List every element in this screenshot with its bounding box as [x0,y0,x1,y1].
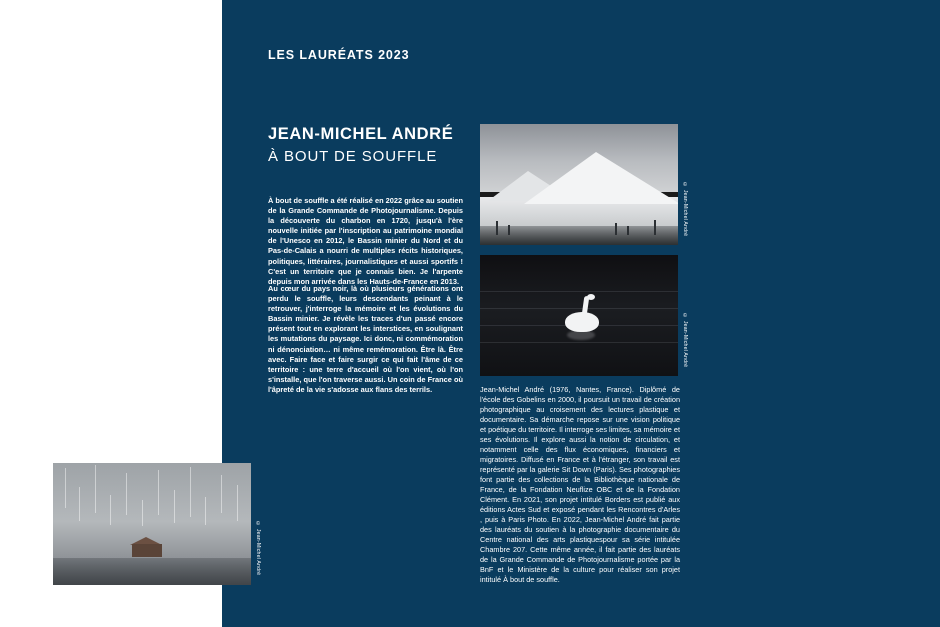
photo-rain-streak [126,473,127,515]
photo-tree [615,223,617,235]
photo-rain-streak [110,495,111,525]
photo-credit: © Jean-Michel André [682,182,688,237]
photo-water-shimmer [480,308,678,309]
photo-rain-streak [190,467,191,517]
artwork-title: À BOUT DE SOUFFLE [268,148,438,165]
photo-rain [53,463,251,585]
photo-main-peak [524,152,678,204]
blue-panel [222,0,940,627]
photo-rain-streak [237,485,238,521]
body-paragraph-2: Au cœur du pays noir, là où plusieurs générations ont perdu le souffle, leurs descendants peinant à le retrouver, j'interroge la mémoire et les évolutions du Bassin minier. Je révèle les traces d'un passé encore présent tout en explorant les interstices, en soulignant les mutations du paysage. Ici donc, ni commémoration ni dénonciation… ni même remémoration. Être là. Être avec. Faire face et faire surgir ce qui fait l'âme de ce territoire : une terre d'accueil où l'on vient, où l'on s'installe, que l'on traverse aussi. Un coin de France où l'âpreté de la vie s'adosse aux flans des terrils. [268,284,463,394]
photo-rain-streak [158,470,159,515]
photo-tree [496,221,498,235]
body-paragraph-1: À bout de souffle a été réalisé en 2022 grâce au soutien de la Grande Commande de Photojournalisme. Depuis la découverte du charbon en 1720, jusqu'à l'ère nouvelle initiée par l'inscription au patrimoine mondial de l'Unesco en 2012, le Bassin minier du Nord et du Pas-de-Calais a nourri de multiples récits historiques, politiques, littéraires, journalistiques et aussi sportifs ! C'est un territoire que je connais bien. Je l'arpente depuis mon arrivée dans les Hauts-de-France en 2013. [268,196,463,286]
photo-rain-streak [142,500,143,526]
photo-tree [627,226,629,235]
page-kicker: LES LAURÉATS 2023 [268,48,410,62]
photo-ground [53,558,251,585]
photo-rain-streak [95,465,96,513]
photo-water-shimmer [480,342,678,343]
photo-credit: © Jean-Michel André [682,313,688,368]
artist-biography: Jean-Michel André (1976, Nantes, France). Diplômé de l'école des Gobelins en 2000, il poursuit un travail de création photographique au croisement des lectures plastique et documentaire. Sa démarche repose sur une vision politique et poétique du territoire. Il interroge ses limites, sa mémoire et ses évolutions. Il explore aussi la notion de circulation, et notamment celle des flux économiques, financiers et migratoires. Diffusé en France et à l'étranger, son travail est représenté par la galerie Sit Down (Paris). Ses photographies font partie des collections de la Bibliothèque nationale de France, de la Fondation Neuflize OBC et de la Fondation Clément. En 2021, son projet intitulé Borders est publié aux éditions Actes Sud et exposé pendant les Rencontres d'Arles , puis à Paris Photo. En 2022, Jean-Michel André fait partie des lauréats du soutien à la photographie documentaire du Centre national des arts plastiquespour sa série intitulée Chambre 207. Cette même année, il fait partie des lauréats de la Grande Commande de Photojournalisme portée par la BnF et le Ministère de la culture pour réaliser son projet intitulé À bout de souffle. [480,385,680,584]
photo-rain-streak [79,487,80,521]
photo-swan [480,255,678,376]
photo-swan-head [587,294,595,300]
photo-water-shimmer [480,291,678,292]
photo-mountain [480,124,678,245]
photo-house [132,544,162,557]
photo-rain-streak [65,468,66,508]
photo-rain-streak [221,475,222,513]
photo-rain-streak [174,490,175,523]
photo-credit: © Jean-Michel André [255,521,261,576]
photo-tree [508,225,510,235]
photo-rain-streak [205,497,206,525]
photo-tree [654,220,656,235]
artist-name: JEAN-MICHEL ANDRÉ [268,125,454,143]
